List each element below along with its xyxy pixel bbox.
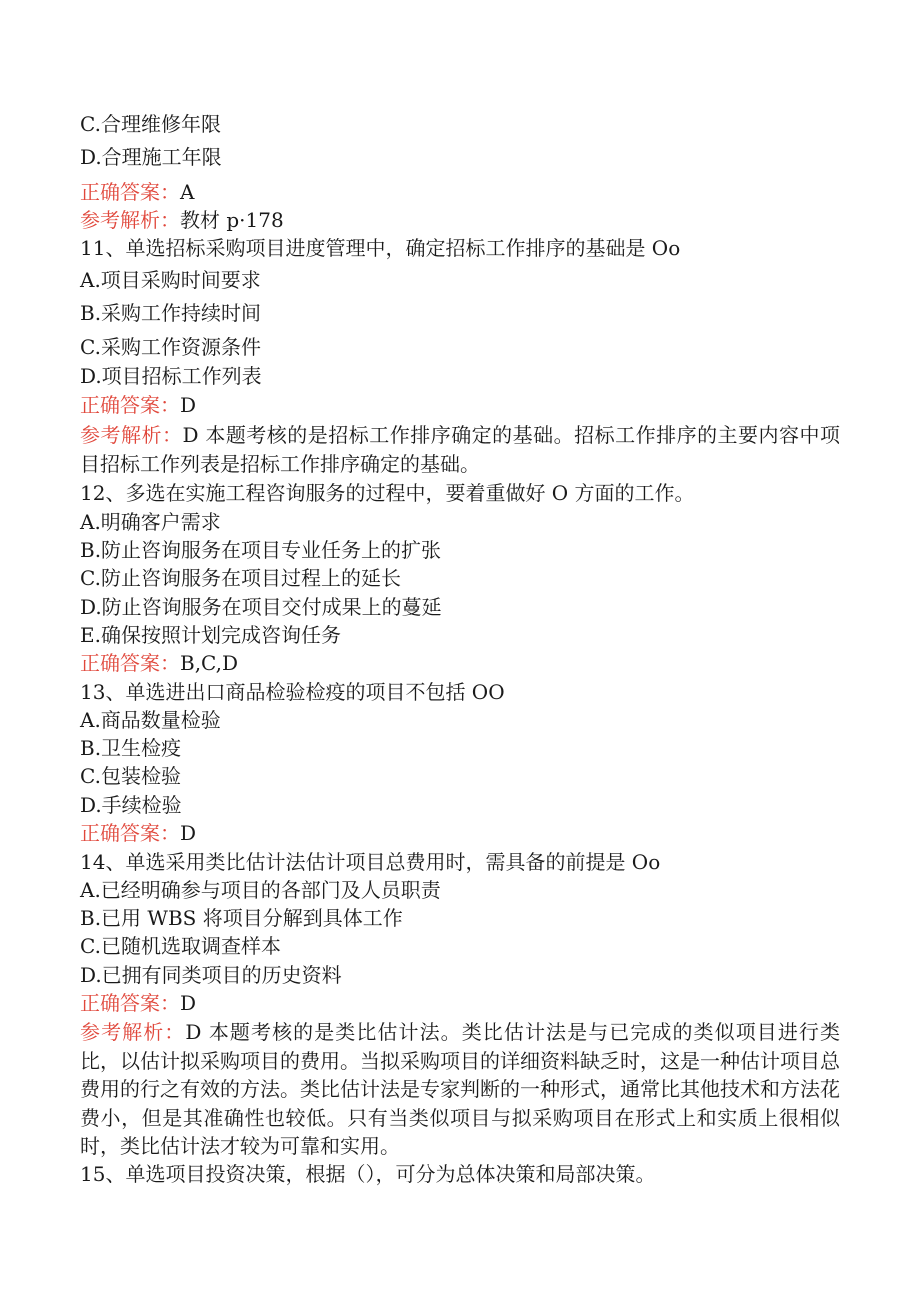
q11-option-d: D.项目招标工作列表	[80, 364, 262, 388]
q13-option-c: C.包装检验	[80, 764, 181, 788]
answer-label: 正确答案：	[80, 651, 180, 675]
q14-answer	[80, 990, 840, 1016]
q14-option-c: C.已随机选取调查样本	[80, 934, 281, 958]
q14-question: 14、单选采用类比估计法估计项目总费用时，需具备的前提是 Oo	[80, 850, 661, 874]
q10-option-c: C.合理维修年限	[80, 112, 221, 136]
answer-value: B,C,D	[180, 651, 239, 675]
q12-option-b: B.防止咨询服务在项目专业任务上的扩张	[80, 538, 442, 562]
q14-option-d: D.已拥有同类项目的历史资料	[80, 963, 342, 987]
q13-option-b: B.卫生检疫	[80, 736, 182, 760]
analysis-label: 参考解析：	[80, 423, 183, 447]
answer-label: 正确答案：	[80, 393, 180, 417]
q10-answer	[80, 179, 840, 205]
q11-option-a: A.项目采购时间要求	[80, 268, 261, 292]
q13-answer	[80, 820, 840, 846]
answer-value: D	[180, 393, 197, 417]
q11-analysis	[80, 421, 840, 478]
q14-option-b: B.已用 WBS 将项目分解到具体工作	[80, 906, 403, 930]
q14-option-a: A.已经明确参与项目的各部门及人员职责	[80, 878, 441, 902]
q15-question: 15、单选项目投资决策，根据（），可分为总体决策和局部决策。	[80, 1162, 656, 1186]
q11-answer	[80, 392, 840, 418]
answer-value: A	[180, 180, 195, 204]
q13-option-a: A.商品数量检验	[80, 708, 221, 732]
q12-option-c: C.防止咨询服务在项目过程上的延长	[80, 566, 401, 590]
analysis-text: D 本题考核的是招标工作排序确定的基础。招标工作排序的主要内容中项目招标工作列表是招标工作排序确定的基础。	[80, 423, 840, 476]
analysis-label: 参考解析：	[80, 1020, 186, 1044]
answer-label: 正确答案：	[80, 821, 180, 845]
q11-question: 11、单选招标采购项目进度管理中，确定招标工作排序的基础是 Oo	[80, 236, 681, 260]
q12-answer	[80, 650, 840, 676]
q11-option-c: C.采购工作资源条件	[80, 335, 261, 359]
q12-option-d: D.防止咨询服务在项目交付成果上的蔓延	[80, 595, 442, 619]
q10-option-d: D.合理施工年限	[80, 145, 222, 169]
q12-option-a: A.明确客户需求	[80, 510, 221, 534]
q12-option-e: E.确保按照计划完成咨询任务	[80, 623, 341, 647]
analysis-label: 参考解析：	[80, 208, 180, 232]
analysis-text: 教材 p·178	[180, 208, 284, 232]
q14-analysis	[80, 1018, 840, 1161]
analysis-text: D 本题考核的是类比估计法。类比估计法是与已完成的类似项目进行类比，以估计拟采购项目的费用。当拟采购项目的详细资料缺乏时，这是一种估计项目总费用的行之有效的方法。类比估计法是专家判断的一种形式，通常比其他技术和方法花费小，但是其准确性也较低。只有当类似项目与拟采购项目在形式上和实质上很相似时，类比估计法才较为可靠和实用。	[80, 1020, 840, 1158]
answer-label: 正确答案：	[80, 180, 180, 204]
answer-value: D	[180, 991, 197, 1015]
q13-question: 13、单选进出口商品检验检疫的项目不包括 OO	[80, 680, 505, 704]
q10-analysis	[80, 207, 840, 233]
answer-value: D	[180, 821, 197, 845]
q13-option-d: D.手续检验	[80, 793, 182, 817]
q12-question: 12、多选在实施工程咨询服务的过程中，要着重做好 O 方面的工作。	[80, 481, 695, 505]
q11-option-b: B.采购工作持续时间	[80, 301, 262, 325]
answer-label: 正确答案：	[80, 991, 180, 1015]
